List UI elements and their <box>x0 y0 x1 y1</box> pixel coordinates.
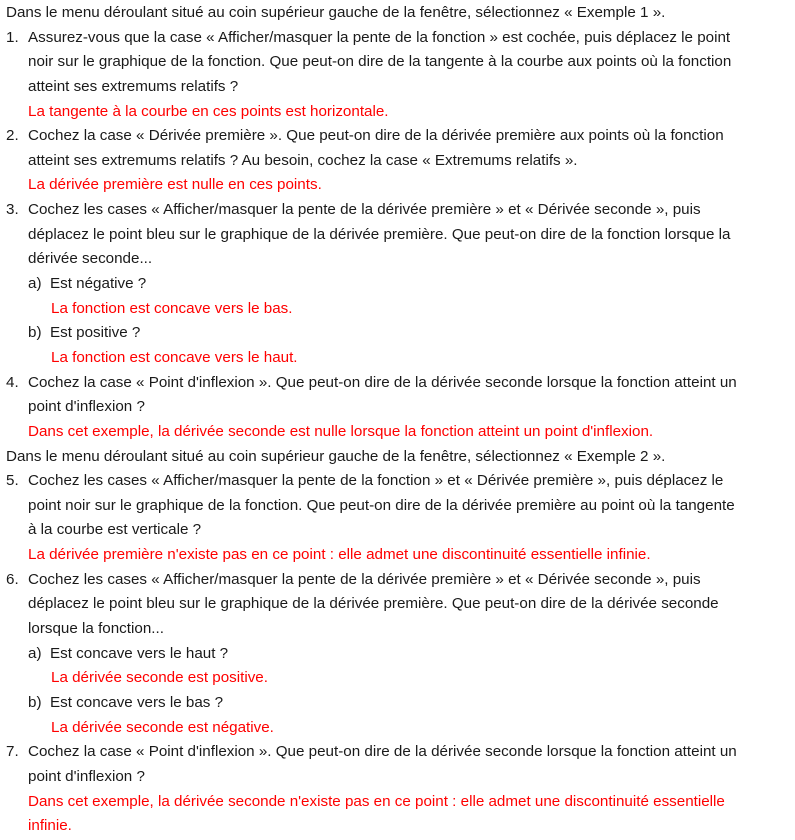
question-7 <box>6 740 795 839</box>
question-text-line: point d'inflexion ? <box>28 398 145 416</box>
sub-question-b <box>6 691 795 716</box>
question-3 <box>6 198 795 370</box>
question-text-line: noir sur le graphique de la fonction. Que peut-on dire de la tangente à la courbe aux points où la fonction <box>28 53 732 71</box>
answer-text: La dérivée première n'existe pas en ce point : elle admet une discontinuité essentielle infinie. <box>28 546 651 564</box>
answer-text: La tangente à la courbe en ces points est horizontale. <box>28 102 389 120</box>
sub-question-label: b) <box>28 324 42 342</box>
question-text-line: dérivée seconde... <box>28 250 153 268</box>
question-text-line: à la courbe est verticale ? <box>28 521 202 539</box>
question-text-line: point noir sur le graphique de la fonction. Que peut-on dire de la dérivée première au point où la tangente <box>28 496 735 514</box>
sub-answer-text: La fonction est concave vers le bas. <box>51 299 293 317</box>
sub-question-a <box>6 642 795 667</box>
question-text-line: Cochez les cases « Afficher/masquer la pente de la fonction » et « Dérivée première », puis déplacez le <box>28 472 724 490</box>
intro-example-2: Dans le menu déroulant situé au coin supérieur gauche de la fenêtre, sélectionnez « Exemple 2 ». <box>6 447 666 465</box>
question-text-line: Cochez la case « Dérivée première ». Que peut-on dire de la dérivée première aux points où la fonction <box>28 127 724 145</box>
sub-question-text: Est négative ? <box>50 275 147 293</box>
question-text-line: déplacez le point bleu sur le graphique de la dérivée première. Que peut-on dire de la fonction lorsque la <box>28 225 731 243</box>
sub-question-label: b) <box>28 693 42 711</box>
sub-question-a <box>6 272 795 297</box>
question-number: 5. <box>6 472 19 490</box>
question-number: 1. <box>6 28 19 46</box>
sub-question-text: Est positive ? <box>50 324 141 342</box>
question-number: 2. <box>6 127 19 145</box>
question-text-line: Cochez les cases « Afficher/masquer la pente de la dérivée première » et « Dérivée seconde », puis <box>28 570 701 588</box>
sub-question-label: a) <box>28 644 42 662</box>
question-5 <box>6 469 795 568</box>
question-text-line: Assurez-vous que la case « Afficher/masquer la pente de la fonction » est cochée, puis déplacez le point <box>28 28 731 46</box>
question-text-line: Cochez les cases « Afficher/masquer la pente de la dérivée première » et « Dérivée seconde », puis <box>28 201 701 219</box>
question-number: 6. <box>6 570 19 588</box>
question-text-line: atteint ses extremums relatifs ? Au besoin, cochez la case « Extremums relatifs ». <box>28 151 578 169</box>
question-text-line: déplacez le point bleu sur le graphique de la dérivée première. Que peut-on dire de la dérivée seconde <box>28 595 719 613</box>
question-number: 7. <box>6 743 19 761</box>
sub-question-b <box>6 321 795 346</box>
sub-question-label: a) <box>28 275 42 293</box>
answer-text: Dans cet exemple, la dérivée seconde est nulle lorsque la fonction atteint un point d'inflexion. <box>28 422 654 440</box>
question-4 <box>6 371 795 445</box>
answer-text: Dans cet exemple, la dérivée seconde n'existe pas en ce point : elle admet une discontinuité essentielle <box>28 792 725 810</box>
question-number: 3. <box>6 201 19 219</box>
question-text-line: Cochez la case « Point d'inflexion ». Que peut-on dire de la dérivée seconde lorsque la fonction atteint un <box>28 373 737 391</box>
question-text-line: atteint ses extremums relatifs ? <box>28 77 239 95</box>
sub-question-text: Est concave vers le haut ? <box>50 644 229 662</box>
answer-text: infinie. <box>28 817 72 835</box>
intro-example-1: Dans le menu déroulant situé au coin supérieur gauche de la fenêtre, sélectionnez « Exemple 1 ». <box>6 4 666 21</box>
sub-answer-text: La fonction est concave vers le haut. <box>51 348 298 366</box>
question-1 <box>6 26 795 125</box>
question-text-line: point d'inflexion ? <box>28 767 145 785</box>
sub-answer-text: La dérivée seconde est négative. <box>51 718 274 736</box>
answer-text: La dérivée première est nulle en ces points. <box>28 176 322 194</box>
question-text-line: lorsque la fonction... <box>28 620 164 638</box>
question-number: 4. <box>6 373 19 391</box>
question-6 <box>6 568 795 740</box>
sub-question-text: Est concave vers le bas ? <box>50 693 224 711</box>
question-text-line: Cochez la case « Point d'inflexion ». Que peut-on dire de la dérivée seconde lorsque la fonction atteint un <box>28 743 737 761</box>
sub-answer-text: La dérivée seconde est positive. <box>51 669 268 687</box>
question-2 <box>6 124 795 198</box>
